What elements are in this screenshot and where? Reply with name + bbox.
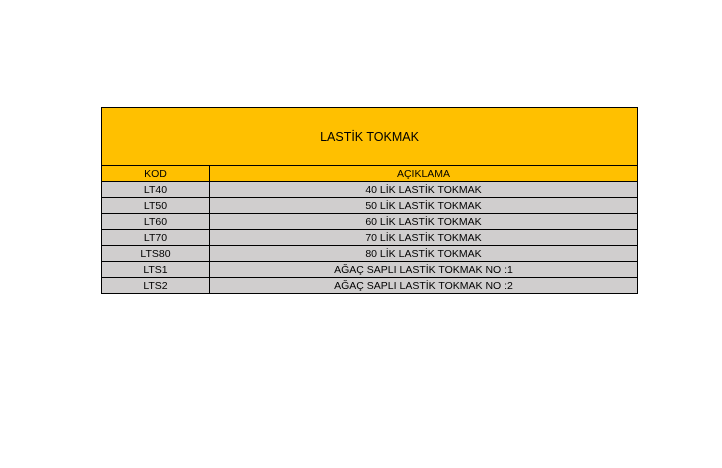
product-table <box>101 107 638 294</box>
table-row <box>102 198 638 214</box>
cell-aciklama: 40 LİK LASTİK TOKMAK <box>210 182 638 198</box>
cell-aciklama: 60 LİK LASTİK TOKMAK <box>210 214 638 230</box>
table-row <box>102 278 638 294</box>
table-row <box>102 262 638 278</box>
header-row <box>102 166 638 182</box>
cell-aciklama: 50 LİK LASTİK TOKMAK <box>210 198 638 214</box>
cell-kod: LTS80 <box>102 246 210 262</box>
column-header-aciklama: AÇIKLAMA <box>210 166 638 182</box>
cell-aciklama: 80 LİK LASTİK TOKMAK <box>210 246 638 262</box>
column-header-kod: KOD <box>102 166 210 182</box>
table-row <box>102 246 638 262</box>
cell-kod: LT50 <box>102 198 210 214</box>
table-row <box>102 214 638 230</box>
cell-kod: LT60 <box>102 214 210 230</box>
cell-kod: LTS1 <box>102 262 210 278</box>
table-title: LASTİK TOKMAK <box>102 108 638 166</box>
cell-kod: LT40 <box>102 182 210 198</box>
cell-kod: LT70 <box>102 230 210 246</box>
cell-kod: LTS2 <box>102 278 210 294</box>
cell-aciklama: AĞAÇ SAPLI LASTİK TOKMAK NO :2 <box>210 278 638 294</box>
cell-aciklama: 70 LİK LASTİK TOKMAK <box>210 230 638 246</box>
title-row <box>102 108 638 166</box>
cell-aciklama: AĞAÇ SAPLI LASTİK TOKMAK NO :1 <box>210 262 638 278</box>
table-row <box>102 182 638 198</box>
table-row <box>102 230 638 246</box>
